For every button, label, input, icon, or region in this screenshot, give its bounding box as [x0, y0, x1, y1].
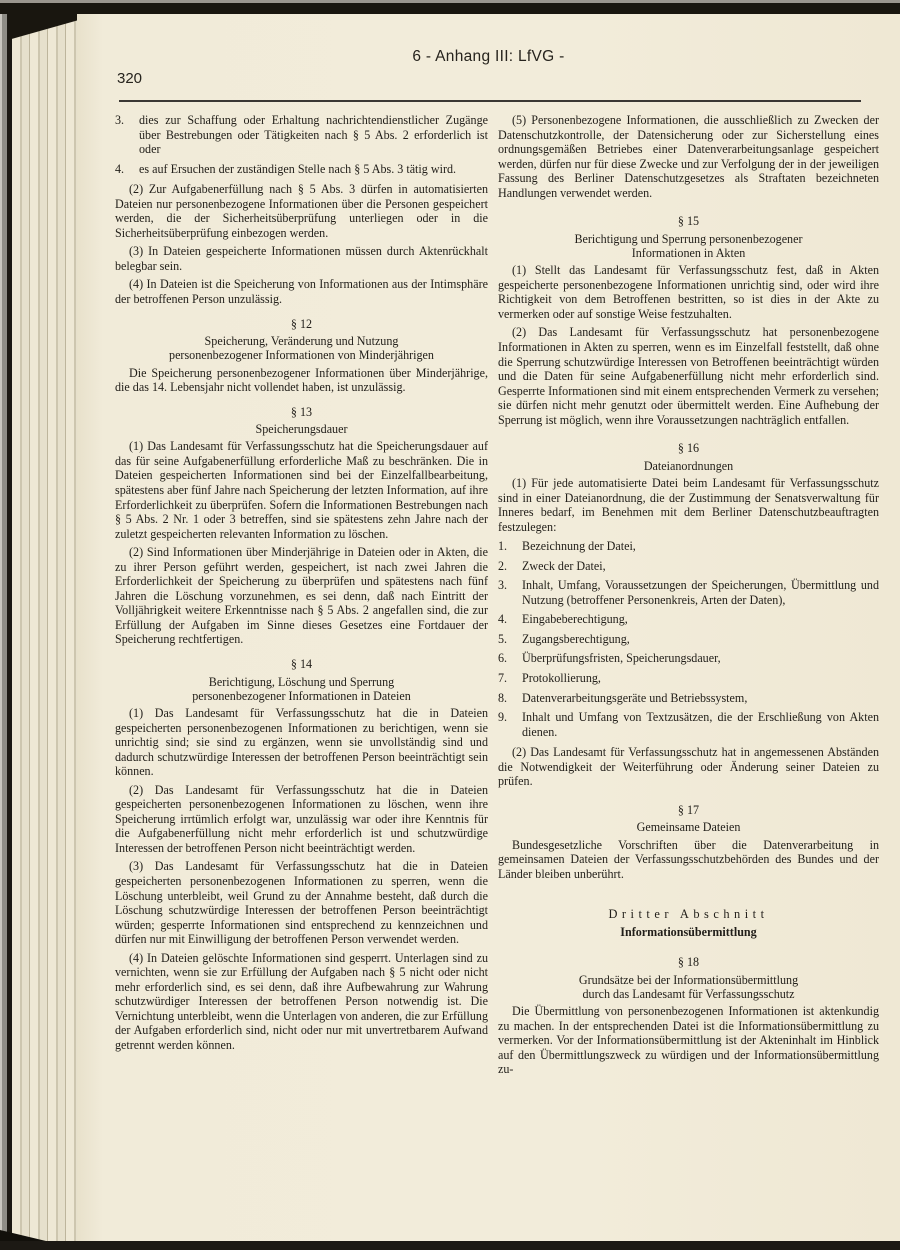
section-heading — [115, 317, 488, 363]
list-item-number: 3. — [115, 113, 125, 127]
list-item — [498, 671, 879, 686]
paragraph: (1) Für jede automatisierte Datei beim Landesamt für Verfassungsschutz sind in einer Dateianordnung, die der Zustimmung der Senatsverwaltung für Inneres bedarf, im Benehmen mit dem Berliner Datenschutzbeauftragten festzulegen: — [498, 476, 879, 534]
list-item — [498, 632, 879, 647]
section-title: Speicherungsdauer — [255, 422, 348, 437]
paragraph: (5) Personenbezogene Informationen, die ausschließlich zu Zwecken der Datenschutzkontrolle, der Datensicherung oder zur Sicherstellung eines ordnungsgemäßen Betriebes einer Datenverarbeitungsanlage gespeichert werden, dürfen nur für diese Zwecke und zur Verfolgung der in der jeweiligen Fassung des Berliner Datenschutzgesetzes als Straftaten bezeichneten Handlungen verwendet werden. — [498, 113, 879, 200]
book-spine-edge — [0, 14, 7, 1241]
paragraph: (3) Das Landesamt für Verfassungsschutz hat die in Dateien gespeicherten personenbezogenen Informationen zu sperren, wenn die Löschung unterbleibt, weil Grund zu der Annahme besteht, daß durch die Löschung schutzwürdige Interessen der betroffenen Person beeinträchtigt würden; gesperrte Informationen sind entsprechend zu kennzeichnen und dürfen nur mit Einwilligung der betroffenen Person verwendet werden. — [115, 859, 488, 947]
section-title: Grundsätze bei der Informationsübermittlung — [578, 972, 799, 987]
section-title: durch das Landesamt für Verfassungsschutz — [582, 987, 795, 1002]
page-stack-edges — [12, 14, 79, 1241]
section-title: Informationen in Akten — [631, 246, 746, 261]
list-item-text: Bezeichnung der Datei, — [522, 539, 636, 554]
paragraph: (1) Stellt das Landesamt für Verfassungsschutz fest, daß in Akten gespeicherte personenbezogene Informationen unrichtig sind, oder wird ihre Richtigkeit von dem Betroffenen bestritten, so ist dies in der Akte zu vermerken oder auf sonstige Weise festzuhalten. — [498, 263, 879, 321]
list-item — [498, 710, 879, 739]
paragraph: Die Übermittlung von personenbezogenen Informationen ist aktenkundig zu machen. In der entsprechenden Datei ist die Informationsübermittlung zu vermerken. Vor der Informationsübermittlung ist der Akteninhalt im Hinblick auf den Übermittlungszweck zu würdigen und der Informationsübermittlung zu- — [498, 1004, 879, 1077]
paragraph: (2) Das Landesamt für Verfassungsschutz hat die in Dateien gespeicherten personenbezogenen Informationen zu löschen, wenn ihre Speicherung irrtümlich erfolgt war, unzulässig war oder ihre Kenntnis für die Aufgabenerfüllung nicht mehr erforderlich ist und schutzwürdige Interessen der betroffenen Person nicht beeinträchtigt werden. — [115, 782, 488, 855]
paragraph: (2) Das Landesamt für Verfassungsschutz hat in angemessenen Abständen die Notwendigkeit der Weiterführung oder Änderung seiner Dateien zu prüfen. — [498, 745, 879, 789]
section-title: personenbezogener Informationen von Minderjährigen — [169, 348, 434, 363]
section-heading — [498, 441, 879, 473]
paragraph: (2) Das Landesamt für Verfassungsschutz hat personenbezogene Informationen in Akten zu sperren, wenn es im Einzelfall feststellt, daß ohne die Sperrung schutzwürdige Interessen von Betroffenen beeinträchtigt würden und die Daten für seine Aufgabenerfüllung nicht mehr erforderlich sind. Gesperrte Informationen sind mit einem entsprechenden Vermerk zu versehen; sie dürfen nicht mehr genutzt oder übermittelt werden. Eine Aufhebung der Sperrung ist möglich, wenn ihre Voraussetzungen nachträglich entfallen. — [498, 325, 879, 427]
list-item — [498, 651, 879, 666]
section-number: § 18 — [677, 955, 700, 970]
list-item-text: Inhalt und Umfang von Textzusätzen, die der Erschließung von Akten dienen. — [522, 710, 879, 739]
paragraph: (3) In Dateien gespeicherte Informationen müssen durch Aktenrückhalt belegbar sein. — [115, 244, 488, 273]
section-number: § 15 — [677, 214, 700, 229]
list-item-text: Inhalt, Umfang, Voraussetzungen der Speicherungen, Übermittlung und Nutzung (betroffener Personenkreis, Arten der Daten), — [522, 578, 879, 607]
list-item-number: 4. — [498, 612, 508, 627]
list-item-number: 8. — [498, 690, 508, 705]
section-number: § 16 — [677, 441, 700, 456]
section-heading — [115, 405, 488, 437]
list-item — [498, 539, 879, 554]
list-item-text: Zweck der Datei, — [522, 558, 606, 573]
section-heading — [498, 955, 879, 1001]
part-divider — [498, 907, 879, 939]
list-item-number: 3. — [498, 578, 508, 593]
list-item-number: 1. — [498, 539, 508, 554]
list-item-text: dies zur Schaffung oder Erhaltung nachrichtendienstlicher Zugänge über Bestrebungen oder Tätigkeiten nach § 5 Abs. 2 erforderlich ist oder — [139, 113, 488, 157]
list-item — [115, 113, 488, 157]
page — [77, 14, 900, 1241]
paragraph: Die Speicherung personenbezogener Informationen über Minderjährige, die das 14. Lebensjahr nicht vollendet haben, ist unzulässig. — [115, 365, 488, 395]
running-header: 6 - Anhang III: LfVG - — [412, 48, 565, 65]
paragraph: (4) In Dateien gelöschte Informationen sind gesperrt. Unterlagen sind zu vernichten, wenn sie zur Erfüllung der Aufgaben nach § 5 nicht oder nicht mehr erforderlich sind, es sei denn, daß ihre Aufbewahrung zur Wahrung schutzwürdiger Interessen der betroffenen Person notwendig ist. Die Vernichtung unterbleibt, wenn die Unterlagen von anderen, die zur Erfüllung der Aufgaben erforderlich sind, nicht oder nur mit unvertretbarem Aufwand getrennt werden können. — [115, 950, 488, 1052]
paragraph: (1) Das Landesamt für Verfassungsschutz hat die Speicherungsdauer auf das für seine Aufgabenerfüllung erforderliche Maß zu beschränken. Die in Dateien gespeicherten Informationen sind bei der Einzelfallbearbeitung, spätestens aber fünf Jahre nach Speicherung der letzten Information, auf ihre Erforderlichkeit zu überprüfen. Sofern die Informationen Bestrebungen nach § 5 Abs. 2 Nr. 1 oder 3 betreffen, sind sie spätestens zehn Jahre nach der zuletzt gespeicherten relevanten Information zu löschen. — [115, 439, 488, 541]
list-item-number: 6. — [498, 651, 508, 666]
list-item — [498, 578, 879, 607]
section-title: Speicherung, Veränderung und Nutzung — [204, 334, 399, 349]
paragraph: (2) Sind Informationen über Minderjährige in Dateien oder in Akten, die zu ihrer Person geführt werden, gespeichert, ist nach zwei Jahren die Erforderlichkeit der Speicherung zu überprüfen und spätestens nach fünf Jahren die Löschung vorzunehmen, es sei denn, daß nach Eintritt der Volljährigkeit weitere Erkenntnisse nach § 5 Abs. 2 angefallen sind, die zur Erfüllung der Aufgaben im Sinne dieses Gesetzes eine Fortdauer der Speicherung rechtfertigen. — [115, 545, 488, 647]
section-title: Berichtigung und Sperrung personenbezogener — [574, 231, 803, 246]
section-heading — [498, 214, 879, 260]
list-item — [115, 162, 488, 177]
section-number: § 13 — [290, 404, 313, 419]
paragraph: (1) Das Landesamt für Verfassungsschutz hat die in Dateien gespeicherten personenbezogenen Informationen zu berichtigen, wenn sie unrichtig sind; sie sind zu ergänzen, wenn sie unvollständig sind und dadurch schutzwürdige Interessen der betroffenen Person beeinträchtigt sein können. — [115, 705, 488, 779]
page-number: 320 — [117, 70, 143, 87]
list-item-text: Überprüfungsfristen, Speicherungsdauer, — [522, 651, 721, 666]
list-item — [498, 612, 879, 627]
paragraph: Bundesgesetzliche Vorschriften über die Datenverarbeitung in gemeinsamen Dateien der Verfassungsschutzbehörden des Bundes und der Länder bleiben unberührt. — [498, 837, 879, 881]
list-item-number: 9. — [498, 710, 508, 725]
book-cover-bottom-edge — [0, 1241, 900, 1250]
section-title: personenbezogener Informationen in Dateien — [192, 688, 411, 703]
section-number: § 12 — [290, 316, 313, 331]
list-item-text: es auf Ersuchen der zuständigen Stelle nach § 5 Abs. 3 tätig wird. — [139, 161, 457, 176]
section-number: § 17 — [677, 802, 700, 817]
section-title: Berichtigung, Löschung und Sperrung — [208, 674, 395, 689]
list-item-text: Protokollierung, — [522, 671, 601, 686]
list-item-text: Datenverarbeitungsgeräte und Betriebssystem, — [522, 690, 748, 705]
text-columns — [115, 113, 879, 1077]
section-heading — [115, 657, 488, 703]
part-divider-subtitle: Informationsübermittlung — [620, 924, 757, 939]
list-item-number: 5. — [498, 631, 508, 646]
header-rule — [119, 100, 861, 102]
list-item-number: 2. — [498, 558, 508, 573]
section-title: Dateianordnungen — [643, 458, 734, 473]
part-divider-title: Dritter Abschnitt — [608, 907, 769, 922]
paragraph: (2) Zur Aufgabenerfüllung nach § 5 Abs. 3 dürfen in automatisierten Dateien nur personenbezogene Informationen über die Personen gespeichert werden, die der Sicherheitsüberprüfung unterliegen oder in die Sicherheitsüberprüfung einbezogen werden. — [115, 182, 488, 240]
section-number: § 14 — [290, 657, 313, 672]
list-item-number: 7. — [498, 671, 508, 686]
section-heading — [498, 803, 879, 835]
list-item-text: Zugangsberechtigung, — [522, 631, 630, 646]
paragraph: (4) In Dateien ist die Speicherung von Informationen aus der Intimsphäre der betroffenen Person unzulässig. — [115, 277, 488, 307]
list-item-number: 4. — [115, 161, 125, 176]
left-column — [115, 113, 488, 1077]
list-item — [498, 559, 879, 574]
list-item-text: Eingabeberechtigung, — [522, 612, 628, 627]
list-item — [498, 691, 879, 706]
right-column — [498, 113, 879, 1077]
section-title: Gemeinsame Dateien — [636, 820, 741, 835]
